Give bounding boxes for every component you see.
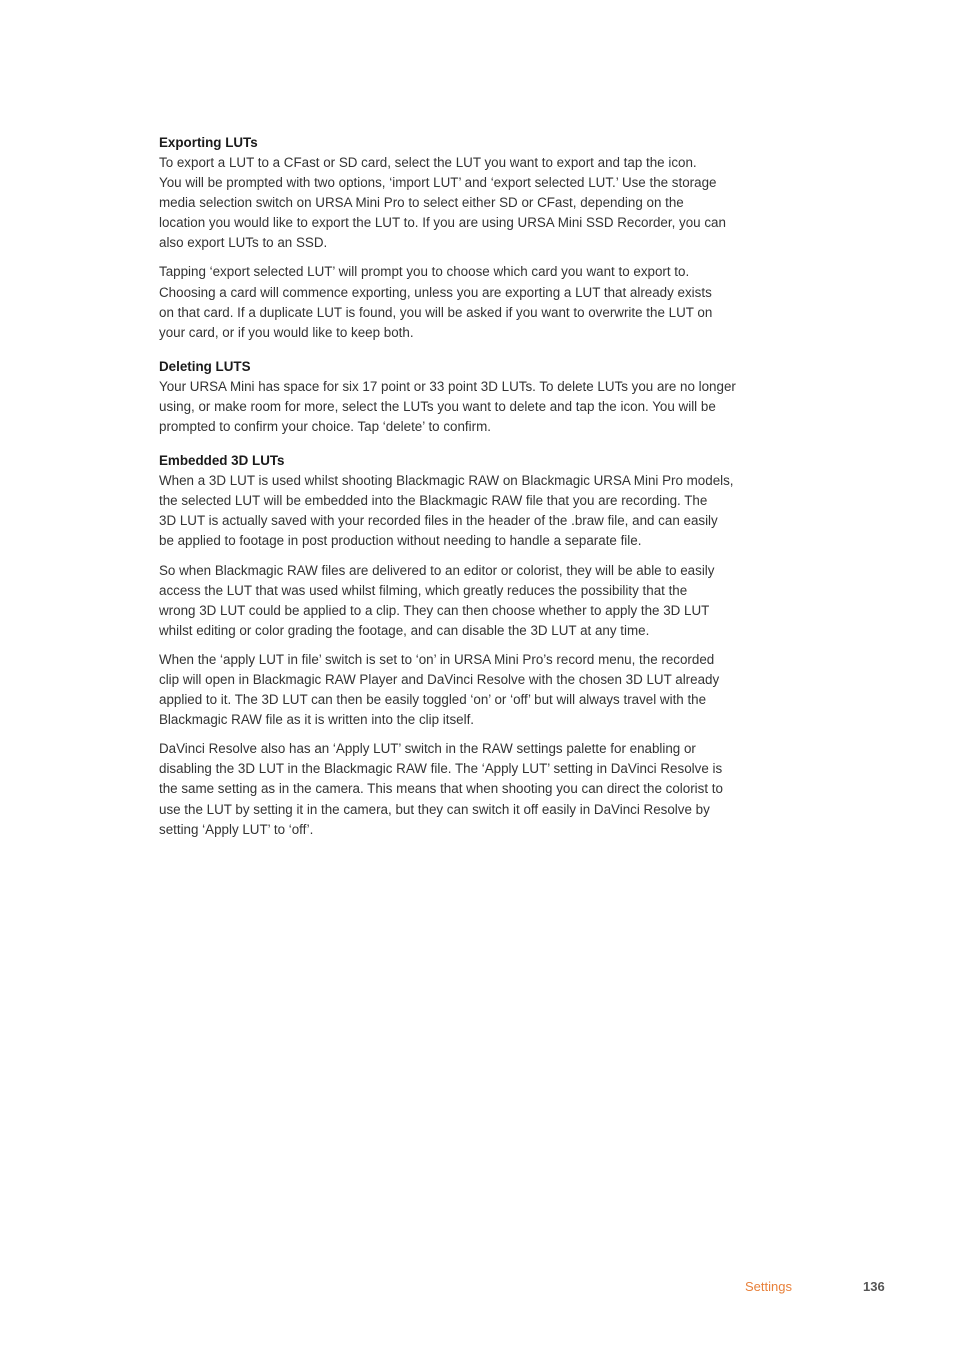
paragraph: To export a LUT to a CFast or SD card, select the LUT you want to export and tap the icon. You will be prompted with two options, ‘import LUT’ and ‘export selected LUT.’ Use the storage media selection switch on URSA Mini Pro to select either SD or CFast, depending on the location you would like to export the LUT to. If you are using URSA Mini SSD Recorder, you can also export LUTs to an SSD. [159, 155, 726, 251]
paragraph: So when Blackmagic RAW files are delivered to an editor or colorist, they will be able to easily access the LUT that was used whilst filming, which greatly reduces the possibility that the wrong 3D LUT could be applied to a clip. They can then choose whether to apply the 3D LUT whilst editing or color grading the footage, and can disable the 3D LUT at any time. [159, 562, 715, 638]
footer-page-number: 136 [863, 1279, 885, 1294]
section-heading: Deleting LUTS [159, 358, 251, 374]
paragraph: When a 3D LUT is used whilst shooting Blackmagic RAW on Blackmagic URSA Mini Pro models, the selected LUT will be embedded into the Blackmagic RAW file that you are recording. The 3D LUT is actually saved with your recorded files in the header of the .braw file, and can easily be applied to footage in post production without needing to handle a separate file. [159, 473, 734, 549]
section-deleting-luts [159, 357, 799, 437]
section-embedded-3d-luts [159, 451, 799, 840]
section-heading: Exporting LUTs [159, 135, 258, 150]
document-body [159, 133, 799, 854]
section-exporting-luts [159, 133, 799, 343]
paragraph: Your URSA Mini has space for six 17 point or 33 point 3D LUTs. To delete LUTs you are no longer using, or make room for more, select the LUTs you want to delete and tap the icon. You will be prompted to confirm your choice. Tap ‘delete’ to confirm. [159, 378, 736, 435]
footer-section-name: Settings [745, 1279, 792, 1294]
paragraph: DaVinci Resolve also has an ‘Apply LUT’ switch in the RAW settings palette for enabling or disabling the 3D LUT in the Blackmagic RAW file. The ‘Apply LUT’ setting in DaVinci Resolve is the same setting as in the camera. This means that when shooting you can direct the colorist to use the LUT by setting it in the camera, but they can switch it off easily in DaVinci Resolve by setting ‘Apply LUT’ to ‘off’. [159, 741, 723, 837]
section-heading: Embedded 3D LUTs [159, 453, 285, 469]
paragraph: Tapping ‘export selected LUT’ will prompt you to choose which card you want to export to. Choosing a card will commence exporting, unless you are exporting a LUT that already exists on that card. If a duplicate LUT is found, you will be asked if you want to overwrite the LUT on your card, or if you would like to keep both. [159, 264, 713, 340]
paragraph: When the ‘apply LUT in file’ switch is set to ‘on’ in URSA Mini Pro’s record menu, the recorded clip will open in Blackmagic RAW Player and DaVinci Resolve with the chosen 3D LUT already applied to it. The 3D LUT can then be easily toggled ‘on’ or ‘off’ but will always travel with the Blackmagic RAW file as it is written into the clip itself. [159, 651, 720, 728]
